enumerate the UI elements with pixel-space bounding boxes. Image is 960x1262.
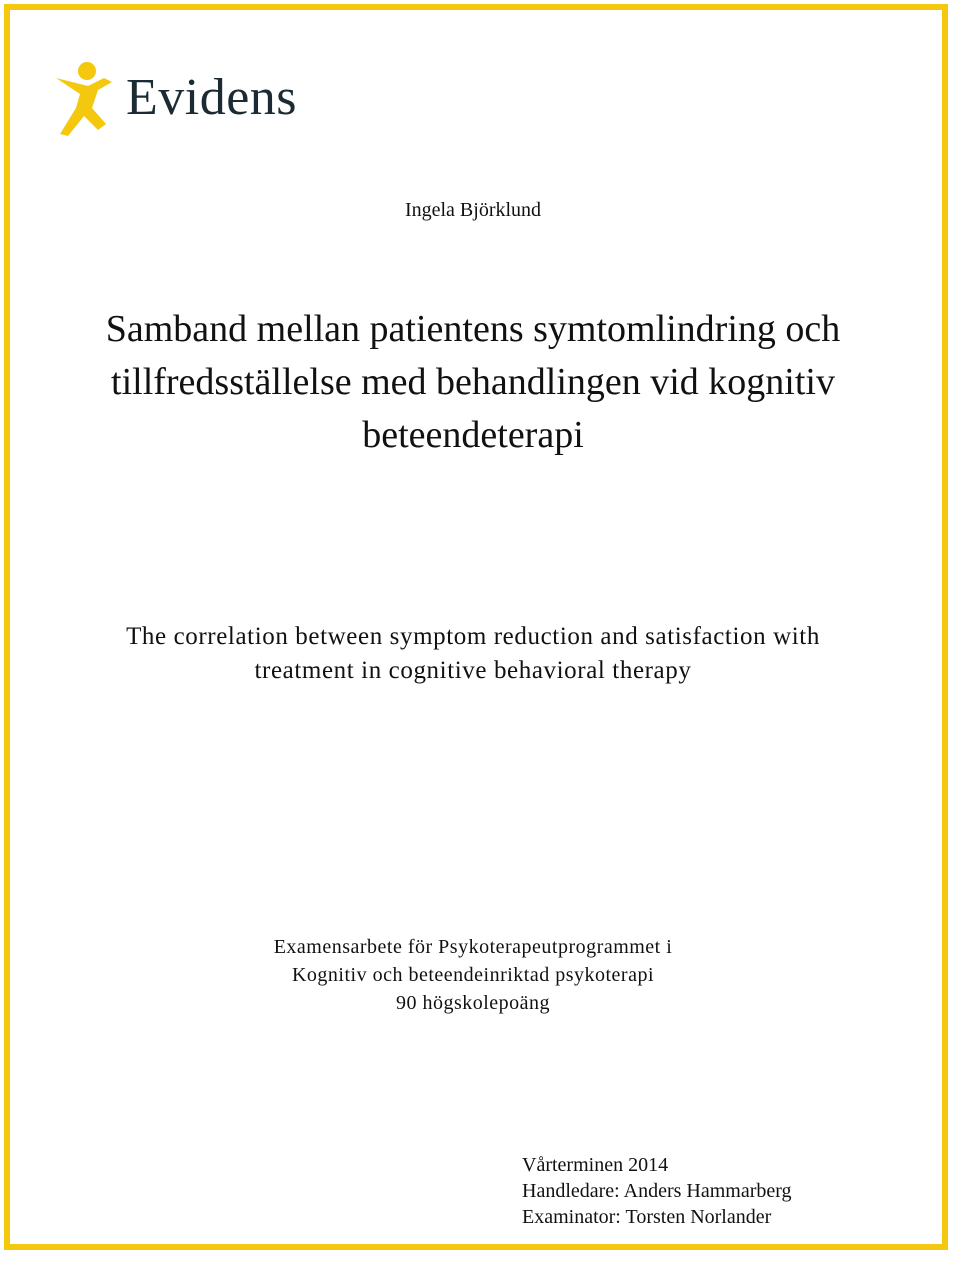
thesis-info [0,933,946,1017]
swedish-title [0,303,946,462]
examiner: Examinator: Torsten Norlander [522,1206,772,1228]
thesis-line: Kognitiv och beteendeinriktad psykoterapi [291,964,655,986]
person-logo-icon [54,60,124,140]
supervisor: Handledare: Anders Hammarberg [522,1180,792,1202]
english-title [0,620,946,688]
thesis-line: 90 högskolepoäng [395,992,551,1014]
swedish-title-line: beteendeterapi [362,414,584,456]
author-name: Ingela Björklund [404,199,542,221]
thesis-meta [522,1152,792,1230]
term: Vårterminen 2014 [522,1154,669,1176]
thesis-line: Examensarbete för Psykoterapeutprogrammet i [273,936,673,958]
english-title-line: The correlation between symptom reduction and satisfaction with [126,623,820,650]
english-title-line: treatment in cognitive behavioral therapy [254,657,692,684]
swedish-title-line: Samband mellan patientens symtomlindring och [105,308,841,350]
swedish-title-line: tillfredsställelse med behandlingen vid kognitiv [111,361,835,403]
logo-wordmark: Evidens [126,69,298,126]
